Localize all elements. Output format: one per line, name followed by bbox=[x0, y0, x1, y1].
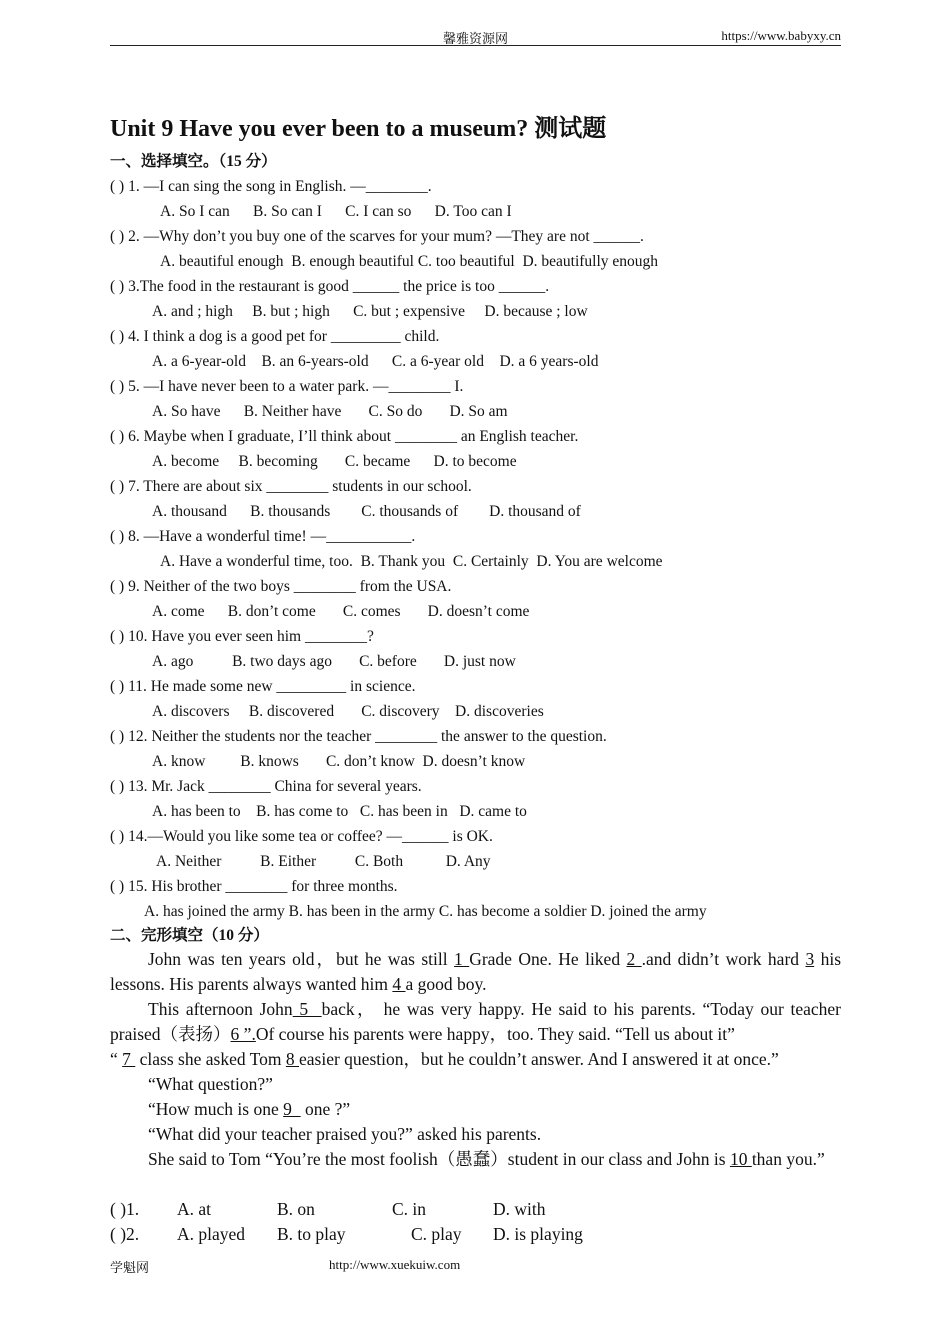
question-2: ( ) 2. —Why don’t you buy one of the scarves for your mum? —They are not ______. bbox=[110, 228, 644, 245]
question-1: ( ) 1. —I can sing the song in English. —________. bbox=[110, 178, 432, 195]
question-8-options: A. Have a wonderful time, too. B. Thank you C. Certainly D. You are welcome bbox=[160, 553, 663, 570]
question-4: ( ) 4. I think a dog is a good pet for _________ child. bbox=[110, 328, 440, 345]
cloze-paragraph-3 bbox=[110, 1047, 841, 1072]
cloze-text: a good boy. bbox=[405, 974, 487, 994]
question-11: ( ) 11. He made some new _________ in science. bbox=[110, 678, 416, 695]
cloze-text: class she asked Tom bbox=[135, 1049, 286, 1069]
answer-option-a: A. at bbox=[177, 1199, 212, 1219]
question-10: ( ) 10. Have you ever seen him ________? bbox=[110, 628, 374, 645]
question-5-options: A. So have B. Neither have C. So do D. So am bbox=[152, 403, 508, 420]
question-3-options: A. and ; high B. but ; high C. but ; expensive D. because ; low bbox=[152, 303, 588, 320]
cloze-paragraph-5 bbox=[110, 1097, 841, 1122]
cloze-blank-8: 8 bbox=[285, 1049, 299, 1069]
question-6-options: A. become B. becoming C. became D. to become bbox=[152, 453, 517, 470]
header-url: https://www.babyxy.cn bbox=[721, 28, 841, 43]
answer-option-a: A. played bbox=[177, 1224, 246, 1244]
cloze-paragraph-6: “What did your teacher praised you?” asked his parents. bbox=[148, 1124, 542, 1144]
cloze-blank-1: 1 bbox=[454, 949, 470, 969]
cloze-text: “How much is one bbox=[148, 1099, 284, 1119]
cloze-text: John was ten years old，but he was still bbox=[148, 949, 455, 969]
answer-option-d: D. is playing bbox=[493, 1224, 583, 1244]
footer-site-name: 学魁网 bbox=[110, 1260, 150, 1275]
cloze-blank-6: 6 ”. bbox=[230, 1024, 256, 1044]
cloze-blank-3: 3 bbox=[805, 949, 815, 969]
cloze-text: “ bbox=[110, 1049, 123, 1069]
question-12-options: A. know B. knows C. don’t know D. doesn’t know bbox=[152, 753, 526, 770]
cloze-text: .and didn’t work hard bbox=[641, 949, 806, 969]
cloze-text: than you.” bbox=[751, 1149, 825, 1169]
cloze-text: his lessons. His parents always wanted him bbox=[110, 949, 842, 994]
cloze-blank-4: 4 bbox=[392, 974, 406, 994]
cloze-text: one ?” bbox=[300, 1099, 351, 1119]
answer-option-c: C. play bbox=[411, 1224, 462, 1244]
question-13-options: A. has been to B. has come to C. has been in D. came to bbox=[152, 803, 527, 820]
cloze-blank-7: 7 bbox=[122, 1049, 136, 1069]
question-11-options: A. discovers B. discovered C. discovery D. discoveries bbox=[152, 703, 544, 720]
question-1-options: A. So I can B. So can I C. I can so D. Too can I bbox=[160, 203, 512, 220]
cloze-blank-9: 9 bbox=[283, 1099, 301, 1119]
question-15-options: A. has joined the army B. has been in the army C. has become a soldier D. joined the army bbox=[144, 903, 707, 920]
question-7: ( ) 7. There are about six ________ students in our school. bbox=[110, 478, 472, 495]
cloze-text: This afternoon John bbox=[148, 999, 293, 1019]
page-header bbox=[110, 27, 841, 46]
cloze-text: Of course his parents were happy，too. They said. “Tell us about it” bbox=[255, 1024, 735, 1044]
answer-option-c: C. in bbox=[392, 1199, 427, 1219]
question-4-options: A. a 6-year-old B. an 6-years-old C. a 6-year old D. a 6 years-old bbox=[152, 353, 599, 370]
answer-option-b: B. on bbox=[277, 1199, 315, 1219]
answer-option-d: D. with bbox=[493, 1199, 546, 1219]
question-2-options: A. beautiful enough B. enough beautiful C. too beautiful D. beautifully enough bbox=[160, 253, 659, 270]
question-13: ( ) 13. Mr. Jack ________ China for several years. bbox=[110, 778, 422, 795]
question-9-options: A. come B. don’t come C. comes D. doesn’t come bbox=[152, 603, 530, 620]
cloze-text: Grade One. He liked bbox=[469, 949, 627, 969]
answer-number: ( )1. bbox=[110, 1199, 140, 1219]
answer-number: ( )2. bbox=[110, 1224, 140, 1244]
section2-heading: 二、完形填空（10 分） bbox=[110, 927, 269, 944]
cloze-blank-2: 2 bbox=[626, 949, 642, 969]
header-site-name: 馨雅资源网 bbox=[442, 31, 508, 46]
footer-url: http://www.xuekuiw.com bbox=[329, 1257, 461, 1272]
cloze-text: She said to Tom “You’re the most foolish（愚蠢）student in our class and John is bbox=[148, 1149, 730, 1169]
question-6: ( ) 6. Maybe when I graduate, I’ll think about ________ an English teacher. bbox=[110, 428, 579, 445]
cloze-text: easier question，but he couldn’t answer. And I answered it at once.” bbox=[299, 1049, 779, 1069]
question-14-options: A. Neither B. Either C. Both D. Any bbox=[156, 853, 491, 870]
cloze-text: back， he was very happy. He said to his parents. “Today our teacher praised（表扬） bbox=[110, 999, 842, 1044]
cloze-blank-5: 5 bbox=[292, 999, 322, 1019]
cloze-paragraph-4: “What question?” bbox=[148, 1074, 273, 1094]
question-9: ( ) 9. Neither of the two boys ________ from the USA. bbox=[110, 578, 452, 595]
question-12: ( ) 12. Neither the students nor the teacher ________ the answer to the question. bbox=[110, 728, 607, 745]
cloze-paragraph-7 bbox=[110, 1147, 841, 1172]
section1-heading: 一、选择填空。（15 分） bbox=[110, 153, 277, 170]
cloze-paragraph-2 bbox=[110, 997, 841, 1047]
cloze-blank-10: 10 bbox=[729, 1149, 752, 1169]
question-10-options: A. ago B. two days ago C. before D. just now bbox=[152, 653, 516, 670]
answer-option-b: B. to play bbox=[277, 1224, 346, 1244]
cloze-paragraph-1 bbox=[110, 947, 841, 997]
question-8: ( ) 8. —Have a wonderful time! —___________. bbox=[110, 528, 416, 545]
question-15: ( ) 15. His brother ________ for three months. bbox=[110, 878, 398, 895]
question-3: ( ) 3.The food in the restaurant is good ______ the price is too ______. bbox=[110, 278, 550, 295]
page-title: Unit 9 Have you ever been to a museum? 测试题 bbox=[110, 116, 607, 142]
question-5: ( ) 5. —I have never been to a water park. —________ I. bbox=[110, 378, 464, 395]
question-7-options: A. thousand B. thousands C. thousands of D. thousand of bbox=[152, 503, 581, 520]
question-14: ( ) 14.—Would you like some tea or coffee? —______ is OK. bbox=[110, 828, 493, 845]
